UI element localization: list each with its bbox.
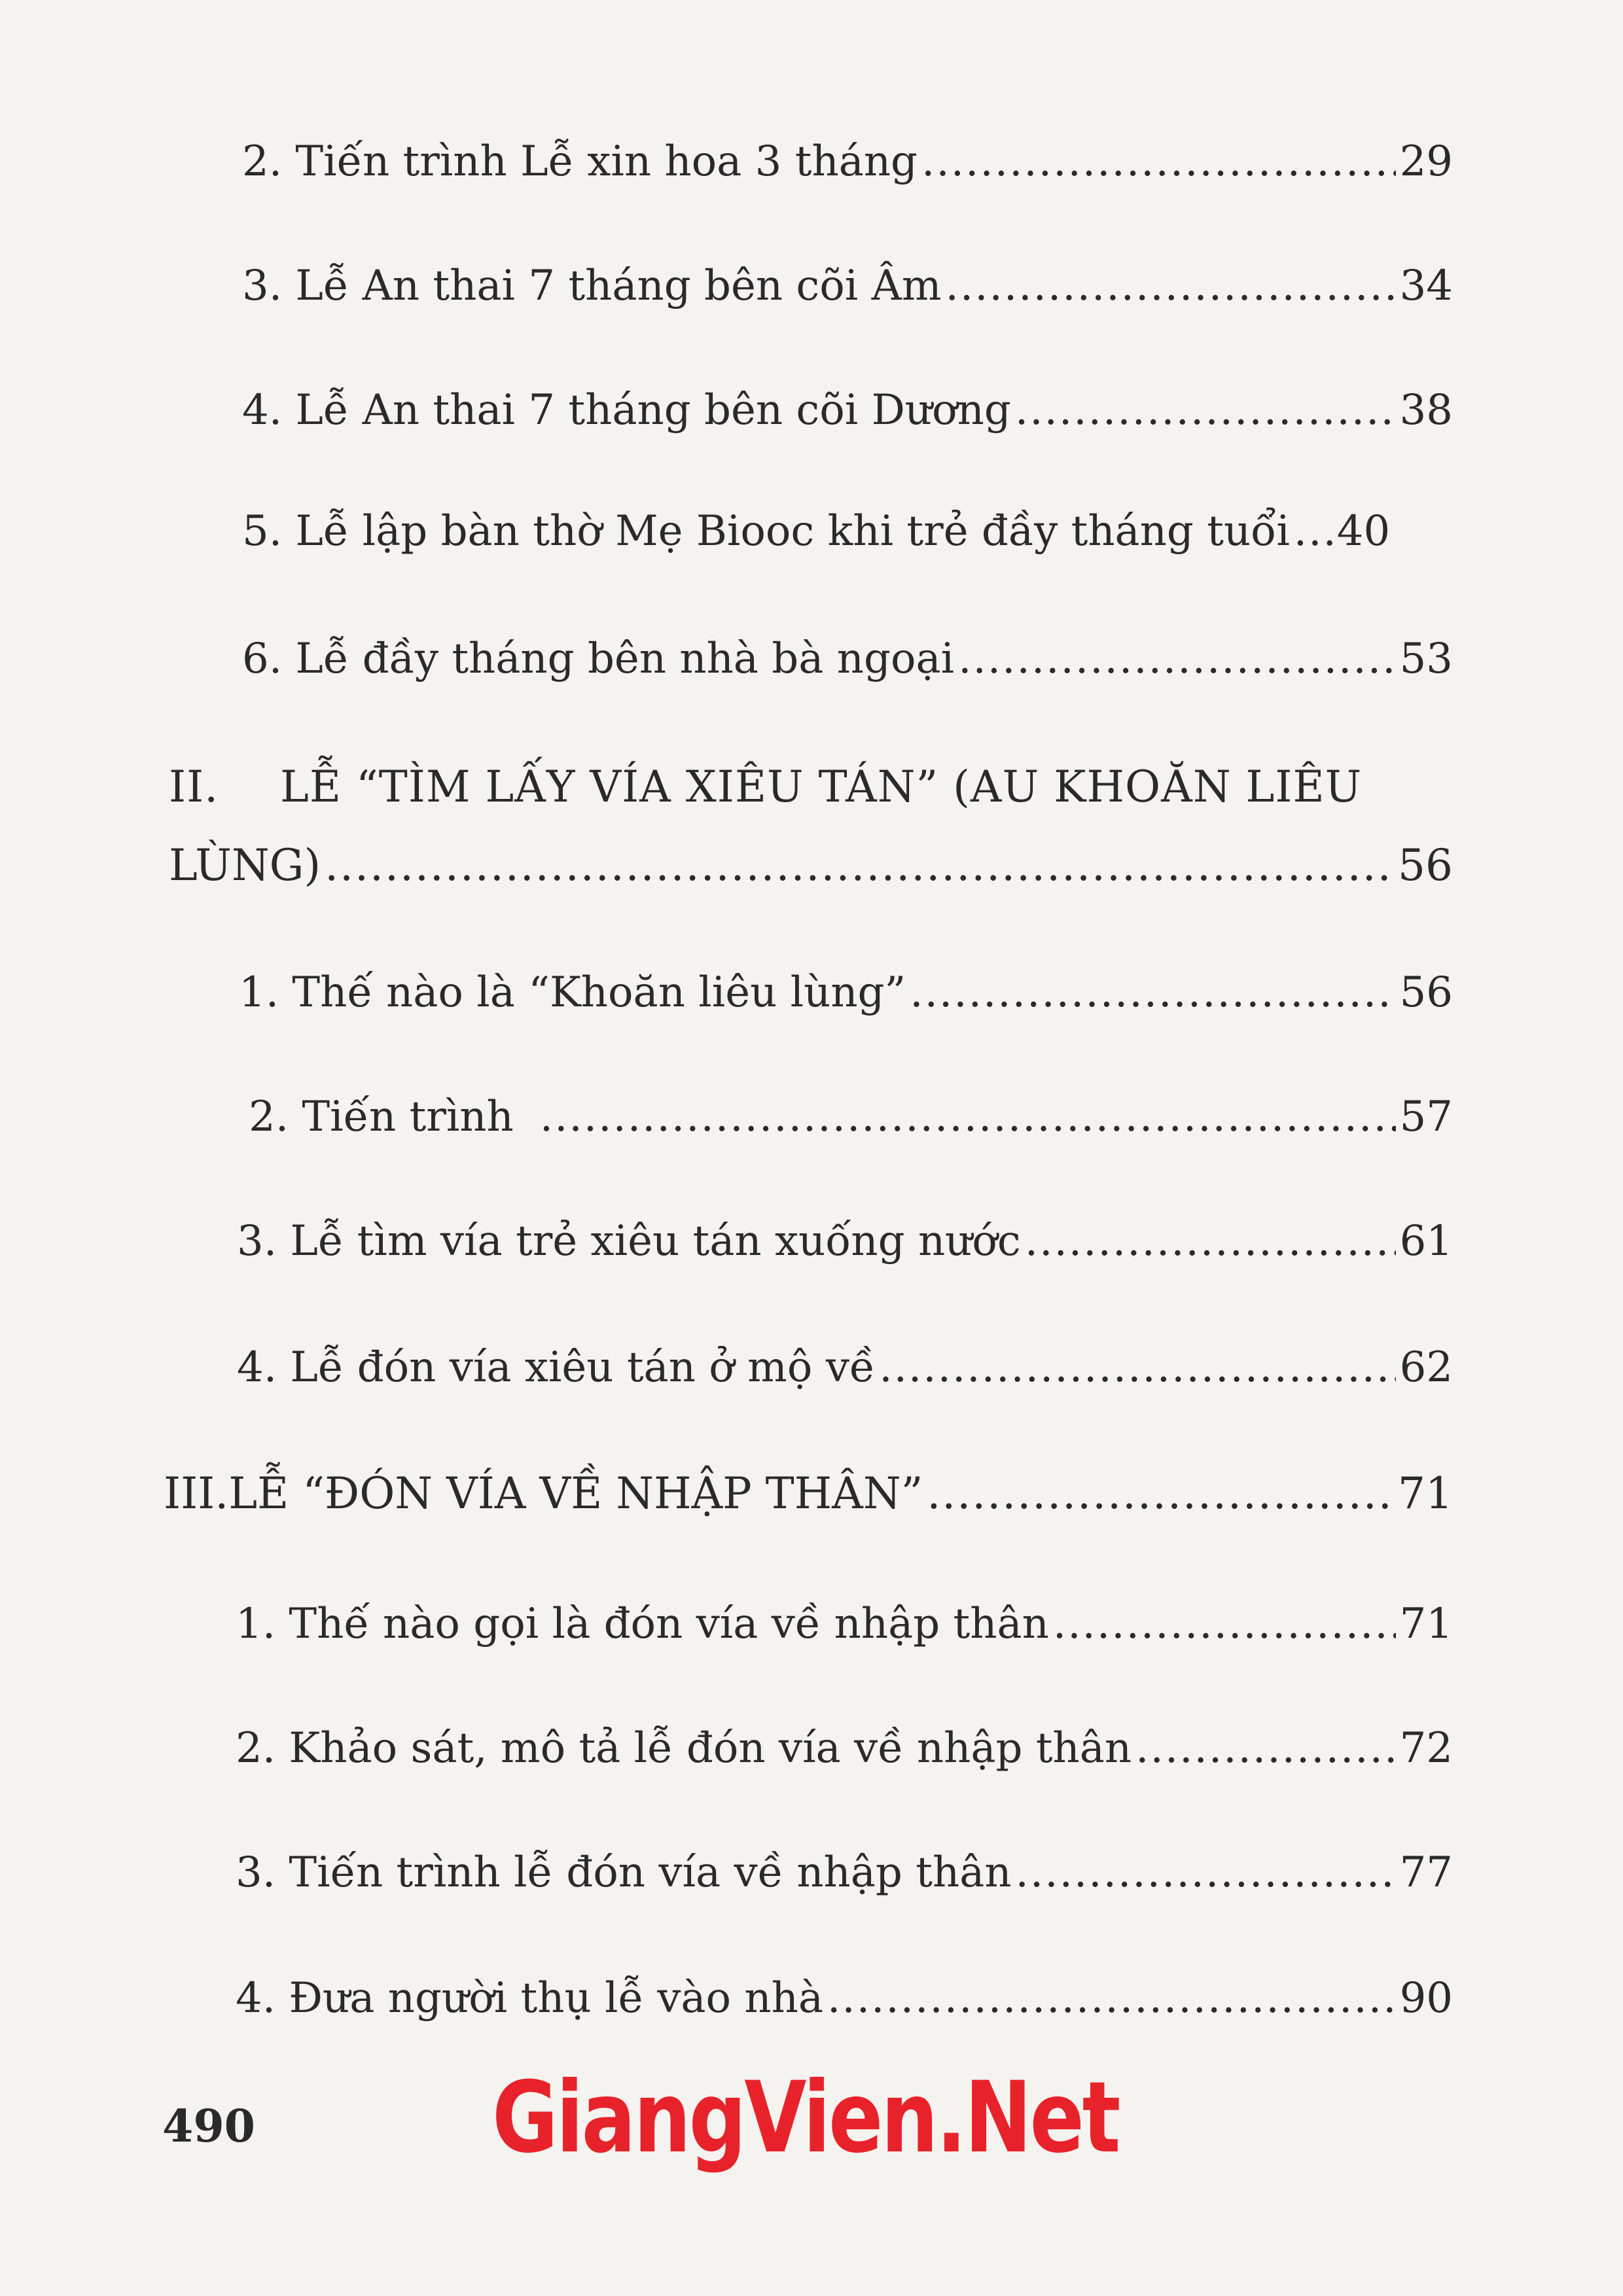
toc-entry [239,968,1453,1017]
toc-entry-page: 34 [1399,262,1453,310]
page-number: 490 [162,2100,255,2153]
section-heading [164,1468,1453,1519]
toc-entry-title: 6. Lễ đầy tháng bên nhà bà ngoại [242,635,955,683]
toc-entry-title: 5. Lễ lập bàn thờ Mẹ Biooc khi trẻ đầy tháng tuổi [242,507,1290,556]
toc-entry-page: 61 [1399,1217,1453,1265]
toc-entry-page: 53 [1399,635,1453,683]
dot-leader [1053,1603,1396,1645]
toc-entry [242,262,1453,310]
toc-entry-title: 4. Lễ An thai 7 tháng bên cõi Dương [242,386,1011,434]
toc-entry [242,635,1453,683]
toc-entry-page: 71 [1399,1600,1453,1648]
toc-entry [236,1848,1453,1897]
toc-entry [169,840,1453,891]
toc-entry [237,1343,1453,1392]
dot-leader [921,141,1396,183]
toc-entry-title: 1. Thế nào là “Khoăn liêu lùng” [239,968,906,1017]
toc-entry [242,386,1453,434]
toc-entry-page: 62 [1399,1343,1453,1392]
section-heading [169,762,1363,812]
dot-leader [827,1977,1396,2019]
toc-entry-title: 2. Khảo sát, mô tả lễ đón vía về nhập thân [236,1724,1132,1773]
toc-entry-page: 56 [1399,968,1453,1017]
toc-entry-title: 3. Lễ An thai 7 tháng bên cõi Âm [242,262,942,310]
dot-leader [1015,389,1396,431]
toc-entry-title: 4. Lễ đón vía xiêu tán ở mộ về [237,1343,876,1392]
dot-leader [540,1096,1396,1138]
toc-entry-page: 40 [1336,507,1391,556]
toc-entry-title: 2. Tiến trình [249,1093,514,1141]
dot-leader [958,638,1395,680]
toc-entry-page: 29 [1399,137,1453,186]
dot-leader [1016,1852,1396,1894]
dot-leader [1025,1220,1396,1262]
toc-entry-title: 2. Tiến trình Lễ xin hoa 3 tháng [242,137,918,186]
dot-leader [325,844,1394,887]
section-label: II. [169,762,219,812]
watermark-logo: GiangVien.Net [492,2061,1119,2175]
dot-leader [927,1472,1394,1515]
section-title: LỄ “ĐÓN VÍA VỀ NHẬP THÂN” [228,1468,923,1519]
toc-entry [236,1724,1453,1773]
toc-entry-title: 1. Thế nào gọi là đón vía về nhập thân [236,1600,1049,1648]
section-title: LỄ “TÌM LẤY VÍA XIÊU TÁN” (AU KHOĂN LIÊU [280,762,1363,812]
toc-entry [242,507,1453,556]
toc-entry-title: 3. Lễ tìm vía trẻ xiêu tán xuống nước [237,1217,1021,1265]
toc-entry-page: 57 [1399,1093,1453,1141]
toc-entry-page: 90 [1399,1974,1453,2022]
section-title-continued: LÙNG) [169,840,321,891]
toc-entry [236,1600,1453,1648]
dot-leader [910,972,1395,1014]
toc-entry-page: 72 [1399,1724,1453,1773]
toc-entry-page: 38 [1399,386,1453,434]
dot-leader [879,1347,1395,1388]
section-label: III. [164,1468,229,1519]
dot-leader [1294,510,1333,552]
toc-entry [242,137,1453,186]
toc-entry [237,1217,1453,1265]
toc-entry [249,1093,1453,1141]
toc-entry-page: 77 [1399,1848,1453,1897]
toc-entry-title: 4. Đưa người thụ lễ vào nhà [236,1974,823,2022]
dot-leader [1135,1727,1395,1769]
dot-leader [946,265,1396,307]
toc-entry-page: 71 [1398,1468,1453,1519]
toc-entry-title: 3. Tiến trình lễ đón vía về nhập thân [236,1848,1012,1897]
toc-entry [236,1974,1453,2022]
toc-entry-page: 56 [1398,840,1453,891]
